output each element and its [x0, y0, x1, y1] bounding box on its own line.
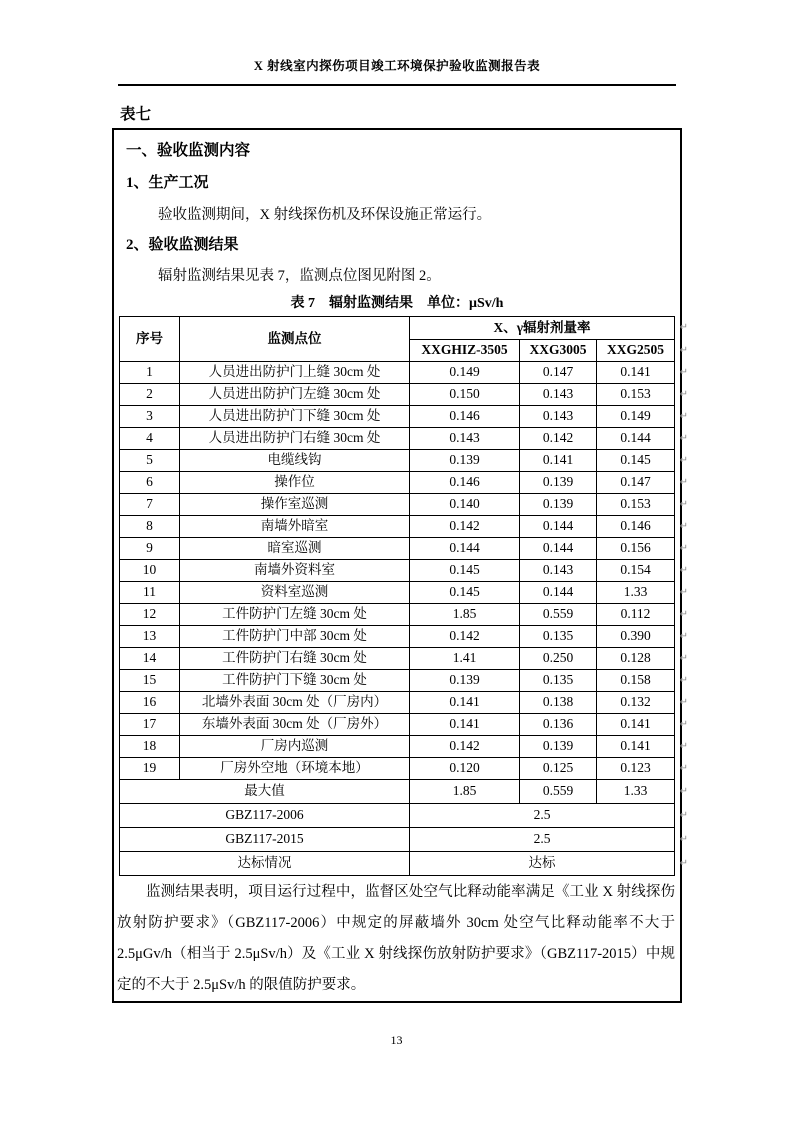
table-row [120, 582, 675, 604]
location-cell: 南墙外暗室 [180, 516, 410, 538]
radiation-table-wrapper [119, 316, 689, 876]
table-row [120, 406, 675, 428]
radiation-results-table [119, 316, 689, 876]
seq-cell: 16 [120, 692, 180, 714]
seq-cell: 1 [120, 362, 180, 384]
value-cell: 0.132 ↵ [597, 692, 675, 714]
location-cell: 东墙外表面 30cm 处（厂房外） [180, 714, 410, 736]
value-cell: 0.142 [520, 428, 597, 450]
location-cell: 工件防护门下缝 30cm 处 [180, 670, 410, 692]
paragraph-return-mark-icon: ↵ [679, 652, 689, 664]
location-cell: 人员进出防护门上缝 30cm 处 [180, 362, 410, 384]
table-row [120, 670, 675, 692]
value-cell: 0.143 [520, 384, 597, 406]
value-cell: 0.390 ↵ [597, 626, 675, 648]
paragraph-return-mark-icon: ↵ [679, 630, 689, 642]
location-cell: 暗室巡测 [180, 538, 410, 560]
summary-row [120, 780, 675, 804]
value-cell: 0.141 [520, 450, 597, 472]
summary-value-cell: 1.33 ↵ [597, 780, 675, 804]
paragraph-return-mark-icon: ↵ [679, 410, 689, 422]
value-cell: 0.145 [410, 560, 520, 582]
seq-cell: 17 [120, 714, 180, 736]
summary-label-cell: GBZ117-2006 [120, 804, 410, 828]
seq-cell: 4 [120, 428, 180, 450]
value-cell: 0.149 [410, 362, 520, 384]
paragraph-return-mark-icon: ↵ [679, 564, 689, 576]
seq-cell: 19 [120, 758, 180, 780]
value-cell: 0.139 [410, 450, 520, 472]
seq-cell: 13 [120, 626, 180, 648]
table-row [120, 648, 675, 670]
seq-cell: 11 [120, 582, 180, 604]
value-cell: 0.142 [410, 626, 520, 648]
seq-cell: 15 [120, 670, 180, 692]
paragraph-return-mark-icon: ↵ [679, 608, 689, 620]
table-row [120, 428, 675, 450]
value-cell: 1.41 [410, 648, 520, 670]
value-cell: 0.125 [520, 758, 597, 780]
location-cell: 北墙外表面 30cm 处（厂房内） [180, 692, 410, 714]
paragraph-return-mark-icon: ↵ [679, 718, 689, 730]
table-row [120, 758, 675, 780]
value-cell: 0.144 [520, 538, 597, 560]
location-cell: 工件防护门中部 30cm 处 [180, 626, 410, 648]
value-cell: 0.146 [410, 406, 520, 428]
paragraph-return-mark-icon: ↵ [679, 740, 689, 752]
summary-row [120, 828, 675, 852]
subsection-title-production-condition: 1、生产工况 [126, 175, 209, 191]
col-header-location: 监测点位 [180, 317, 410, 362]
paragraph-return-mark-icon: ↵ [679, 857, 689, 869]
value-cell: 0.141 ↵ [597, 714, 675, 736]
monitoring-results-text: 辐射监测结果见表 7，监测点位图见附图 2。 [158, 268, 441, 284]
location-cell: 厂房外空地（环境本地） [180, 758, 410, 780]
paragraph-return-mark-icon: ↵ [679, 586, 689, 598]
table-row [120, 626, 675, 648]
header-divider-line [118, 84, 676, 86]
table-row [120, 538, 675, 560]
table-row [120, 362, 675, 384]
page-number: 13 [390, 1033, 403, 1047]
value-cell: 0.143 [410, 428, 520, 450]
col-header-instrument: XXGHIZ-3505 [410, 340, 520, 362]
value-cell: 0.138 [520, 692, 597, 714]
table-row [120, 604, 675, 626]
location-cell: 人员进出防护门左缝 30cm 处 [180, 384, 410, 406]
value-cell: 0.250 [520, 648, 597, 670]
paragraph-return-mark-icon: ↵ [679, 366, 689, 378]
col-header-seq: 序号 [120, 317, 180, 362]
summary-value-cell: 1.85 [410, 780, 520, 804]
value-cell: 0.141 [410, 692, 520, 714]
table-row [120, 494, 675, 516]
col-header-instrument: XXG3005 [520, 340, 597, 362]
location-cell: 工件防护门右缝 30cm 处 [180, 648, 410, 670]
location-cell: 资料室巡测 [180, 582, 410, 604]
seq-cell: 8 [120, 516, 180, 538]
section-title-monitoring-content: 一、验收监测内容 [126, 142, 251, 159]
value-cell: 0.149 ↵ [597, 406, 675, 428]
location-cell: 人员进出防护门右缝 30cm 处 [180, 428, 410, 450]
table-row [120, 450, 675, 472]
value-cell: 0.559 [520, 604, 597, 626]
value-cell: 0.142 [410, 516, 520, 538]
value-cell: 0.141 ↵ [597, 362, 675, 384]
summary-label-cell: 最大值 [120, 780, 410, 804]
value-cell: 0.135 [520, 670, 597, 692]
table-row [120, 384, 675, 406]
value-cell: 0.154 ↵ [597, 560, 675, 582]
location-cell: 操作室巡测 [180, 494, 410, 516]
seq-cell: 7 [120, 494, 180, 516]
value-cell: 0.143 [520, 560, 597, 582]
header-row-group [120, 317, 675, 340]
value-cell: 0.139 [520, 736, 597, 758]
paragraph-return-mark-icon: ↵ [679, 322, 689, 333]
value-cell: 0.120 [410, 758, 520, 780]
value-cell: 0.156 ↵ [597, 538, 675, 560]
paragraph-return-mark-icon: ↵ [679, 432, 689, 444]
table-row [120, 714, 675, 736]
conclusion-paragraph: 监测结果表明，项目运行过程中，监督区处空气比释动能率满足《工业 X 射线探伤放射防护要求》（GBZ117-2006）中规定的屏蔽墙外 30cm 处空气比释动能率不大于 2.5μGv/h（相当于 2.5μSv/h）及《工业 X 射线探伤放射防护要求》（GBZ117-2015）中规定的不大于 2.5μSv/h 的限值防护要求。 [117, 884, 675, 993]
location-cell: 工件防护门左缝 30cm 处 [180, 604, 410, 626]
value-cell: 0.112 ↵ [597, 604, 675, 626]
page-header-title: X 射线室内探伤项目竣工环境保护验收监测报告表 [253, 59, 541, 73]
value-cell: 0.145 [410, 582, 520, 604]
value-cell: 0.146 [410, 472, 520, 494]
value-cell: 0.158 ↵ [597, 670, 675, 692]
subsection-title-monitoring-results: 2、验收监测结果 [126, 237, 239, 253]
summary-value-cell: 2.5 ↵ [410, 804, 675, 828]
value-cell: 0.145 ↵ [597, 450, 675, 472]
seq-cell: 14 [120, 648, 180, 670]
location-cell: 操作位 [180, 472, 410, 494]
paragraph-return-mark-icon: ↵ [679, 388, 689, 400]
seq-cell: 18 [120, 736, 180, 758]
paragraph-return-mark-icon: ↵ [679, 674, 689, 686]
seq-cell: 9 [120, 538, 180, 560]
summary-value-cell: 达标 ↵ [410, 852, 675, 876]
value-cell: 0.147 [520, 362, 597, 384]
location-cell: 人员进出防护门下缝 30cm 处 [180, 406, 410, 428]
value-cell: 0.144 ↵ [597, 428, 675, 450]
seq-cell: 2 [120, 384, 180, 406]
paragraph-return-mark-icon: ↵ [679, 785, 689, 797]
summary-row [120, 852, 675, 876]
value-cell: 0.123 ↵ [597, 758, 675, 780]
paragraph-return-mark-icon: ↵ [679, 476, 689, 488]
table-row [120, 560, 675, 582]
seq-cell: 10 [120, 560, 180, 582]
table-row [120, 516, 675, 538]
value-cell: 0.141 [410, 714, 520, 736]
location-cell: 电缆线钩 [180, 450, 410, 472]
paragraph-return-mark-icon: ↵ [679, 498, 689, 510]
value-cell: 1.33 ↵ [597, 582, 675, 604]
value-cell: 0.144 [410, 538, 520, 560]
value-cell: 0.141 ↵ [597, 736, 675, 758]
paragraph-return-mark-icon: ↵ [679, 833, 689, 845]
table-row [120, 472, 675, 494]
paragraph-return-mark-icon: ↵ [679, 696, 689, 708]
form-label: 表七 [120, 106, 152, 123]
summary-label-cell: 达标情况 [120, 852, 410, 876]
value-cell: 0.144 [520, 516, 597, 538]
table-caption: 表 7 辐射监测结果 单位：μSv/h [290, 296, 504, 311]
value-cell: 0.140 [410, 494, 520, 516]
seq-cell: 3 [120, 406, 180, 428]
col-header-instrument: XXG2505 ↵ [597, 340, 675, 362]
summary-label-cell: GBZ117-2015 [120, 828, 410, 852]
value-cell: 0.135 [520, 626, 597, 648]
value-cell: 0.139 [410, 670, 520, 692]
value-cell: 0.142 [410, 736, 520, 758]
col-header-dose-rate-group: X、γ辐射剂量率 ↵ [410, 317, 675, 340]
production-condition-text: 验收监测期间，X 射线探伤机及环保设施正常运行。 [158, 207, 492, 223]
summary-value-cell: 2.5 ↵ [410, 828, 675, 852]
value-cell: 0.146 ↵ [597, 516, 675, 538]
value-cell: 0.139 [520, 472, 597, 494]
value-cell: 0.144 [520, 582, 597, 604]
paragraph-return-mark-icon: ↵ [679, 542, 689, 554]
value-cell: 0.150 [410, 384, 520, 406]
table-row [120, 692, 675, 714]
location-cell: 厂房内巡测 [180, 736, 410, 758]
value-cell: 0.139 [520, 494, 597, 516]
value-cell: 1.85 [410, 604, 520, 626]
paragraph-return-mark-icon: ↵ [679, 344, 689, 356]
value-cell: 0.143 [520, 406, 597, 428]
form-outer-box [112, 128, 689, 1003]
summary-row [120, 804, 675, 828]
paragraph-return-mark-icon: ↵ [679, 809, 689, 821]
seq-cell: 5 [120, 450, 180, 472]
seq-cell: 6 [120, 472, 180, 494]
value-cell: 0.128 ↵ [597, 648, 675, 670]
paragraph-return-mark-icon: ↵ [679, 762, 689, 774]
seq-cell: 12 [120, 604, 180, 626]
summary-value-cell: 0.559 [520, 780, 597, 804]
value-cell: 0.153 ↵ [597, 384, 675, 406]
location-cell: 南墙外资料室 [180, 560, 410, 582]
paragraph-return-mark-icon: ↵ [679, 454, 689, 466]
value-cell: 0.136 [520, 714, 597, 736]
table-row [120, 736, 675, 758]
paragraph-return-mark-icon: ↵ [679, 520, 689, 532]
value-cell: 0.147 ↵ [597, 472, 675, 494]
value-cell: 0.153 ↵ [597, 494, 675, 516]
